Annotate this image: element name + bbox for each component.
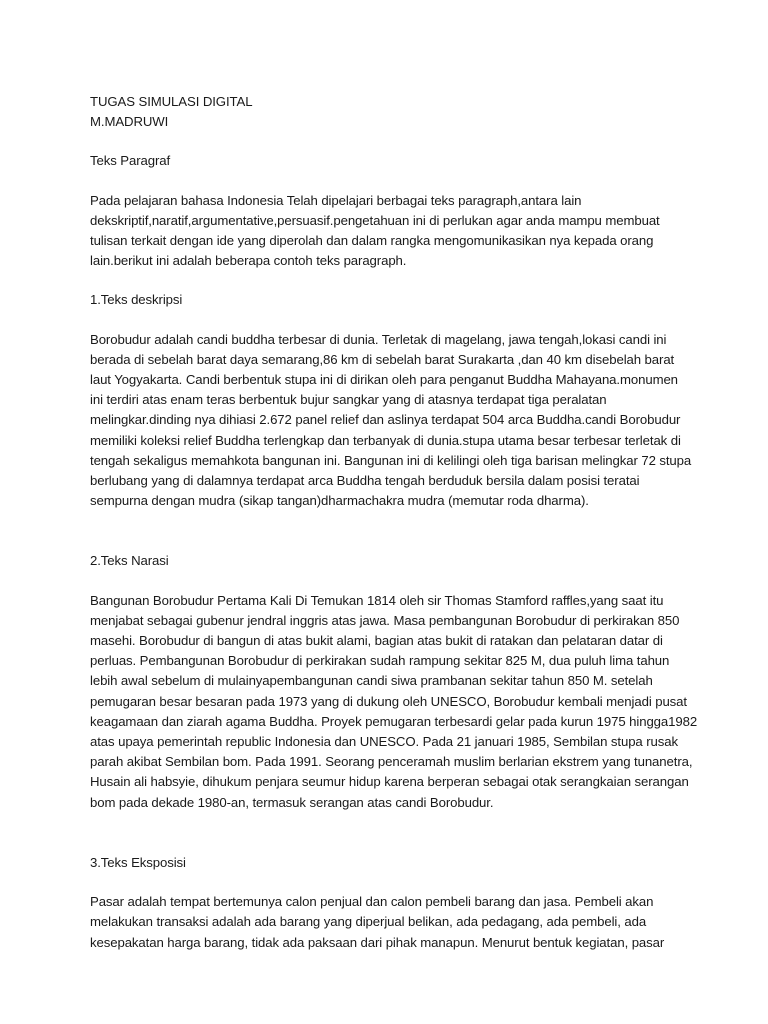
paragraph-line: parah akibat Sembilan bom. Pada 1991. Seorang penceramah muslim berlarian ekstrem yang tunanetra, xyxy=(90,754,693,770)
section-heading-narasi: 2.Teks Narasi xyxy=(90,553,169,569)
paragraph-line: berlubang yang di dalamnya terdapat arca Buddha tengah berduduk bersila dalam posisi teratai xyxy=(90,473,640,489)
section-heading-eksposisi: 3.Teks Eksposisi xyxy=(90,854,186,870)
paragraph-line: perluas. Pembangunan Borobudur di perkirakan sudah rampung sekitar 825 M, dua puluh lima tahun xyxy=(90,653,670,669)
paragraph-line: Pasar adalah tempat bertemunya calon penjual dan calon pembeli barang dan jasa. Pembeli akan xyxy=(90,894,654,910)
spacer xyxy=(90,873,680,892)
spacer xyxy=(90,132,680,151)
paragraph-line: pemugaran besar besaran pada 1973 yang di dukung oleh UNESCO, Borobudur kembali menjadi pusat xyxy=(90,693,687,709)
spacer xyxy=(90,813,680,853)
section-paragraph-narasi xyxy=(90,591,698,813)
paragraph-line: Pada pelajaran bahasa Indonesia Telah dipelajari berbagai teks paragraph,antara lain xyxy=(90,192,582,208)
paragraph-line: Borobudur adalah candi buddha terbesar di dunia. Terletak di magelang, jawa tengah,lokasi candi ini xyxy=(90,331,667,347)
paragraph-line: laut Yogyakarta. Candi berbentuk stupa ini di dirikan oleh para penganut Buddha Mahayana.monumen xyxy=(90,372,678,388)
paragraph-line: berada di sebelah barat daya semarang,86 km di sebelah barat Surakarta ,dan 40 km disebelah barat xyxy=(90,351,675,367)
paragraph-line: bom pada dekade 1980-an, termasuk serangan atas candi Borobudur. xyxy=(90,794,494,810)
document-page xyxy=(90,92,698,953)
paragraph-line: menjabat sebagai gubenur jendral inggris atas jawa. Masa pembangunan Borobudur di perkirakan 850 xyxy=(90,612,680,628)
paragraph-line: lain.berikut ini adalah beberapa contoh teks paragraph. xyxy=(90,253,407,269)
paragraph-line: ini terdiri atas enam teras berbentuk bujur sangkar yang di atasnya terdapat tiga peralatan xyxy=(90,392,607,408)
spacer xyxy=(90,511,680,551)
spacer xyxy=(90,271,680,290)
paragraph-line: Husain ali habsyie, dihukum penjara seumur hidup karena berperan sebagai otak serangkaian serangan xyxy=(90,774,689,790)
paragraph-line: atas upaya pemerintah republic Indonesia dan UNESCO. Pada 21 januari 1985, Sembilan stupa rusak xyxy=(90,734,678,750)
paragraph-line: dekskriptif,naratif,argumentative,persuasif.pengetahuan ini di perlukan agar anda mampu membuat xyxy=(90,212,660,228)
section-paragraph-eksposisi xyxy=(90,892,680,953)
author-name: M.MADRUWI xyxy=(90,114,169,130)
paragraph-line: sempurna dengan mudra (sikap tangan)dharmachakra mudra (memutar roda dharma). xyxy=(90,493,589,509)
paragraph-line: masehi. Borobudur di bangun di atas bukit alami, bagian atas bukit di ratakan dan pelataran datar di xyxy=(90,633,663,649)
paragraph-line: memiliki koleksi relief Buddha terlengkap dan terbanyak di dunia.stupa utama besar terbesar terletak di xyxy=(90,432,681,448)
intro-paragraph xyxy=(90,191,680,272)
paragraph-line: tulisan terkait dengan ide yang diperolah dan dalam rangka mengomunikasikan nya kepada orang xyxy=(90,233,654,249)
paragraph-line: melingkar.dinding nya dihiasi 2.672 panel relief dan aslinya terdapat 504 arca Buddha.candi Borobudur xyxy=(90,412,681,428)
paragraph-line: lebih awal sebelum di mulainyapembangunan candi siwa prambanan sekitar tahun 850 M. setelah xyxy=(90,673,653,689)
spacer xyxy=(90,172,680,191)
paragraph-line: kesepakatan harga barang, tidak ada paksaan dari pihak manapun. Menurut bentuk kegiatan, pasar xyxy=(90,934,665,950)
spacer xyxy=(90,572,680,591)
document-title: TUGAS SIMULASI DIGITAL xyxy=(90,94,253,109)
spacer xyxy=(90,311,680,330)
main-heading: Teks Paragraf xyxy=(90,153,171,169)
section-heading-deskripsi: 1.Teks deskripsi xyxy=(90,292,183,308)
paragraph-line: melakukan transaksi adalah ada barang yang diperjual belikan, ada pedagang, ada pembeli, ada xyxy=(90,914,647,930)
paragraph-line: keagamaan dan ziarah agama Buddha. Proyek pemugaran terbesardi gelar pada kurun 1975 hingga1982 xyxy=(90,713,698,729)
section-paragraph-deskripsi xyxy=(90,330,692,512)
paragraph-line: Bangunan Borobudur Pertama Kali Di Temukan 1814 oleh sir Thomas Stamford raffles,yang saat itu xyxy=(90,592,664,608)
paragraph-line: tengah sekaligus memahkota bangunan ini. Bangunan ini di kelilingi oleh tiga barisan melingkar 72 stupa xyxy=(90,452,692,468)
